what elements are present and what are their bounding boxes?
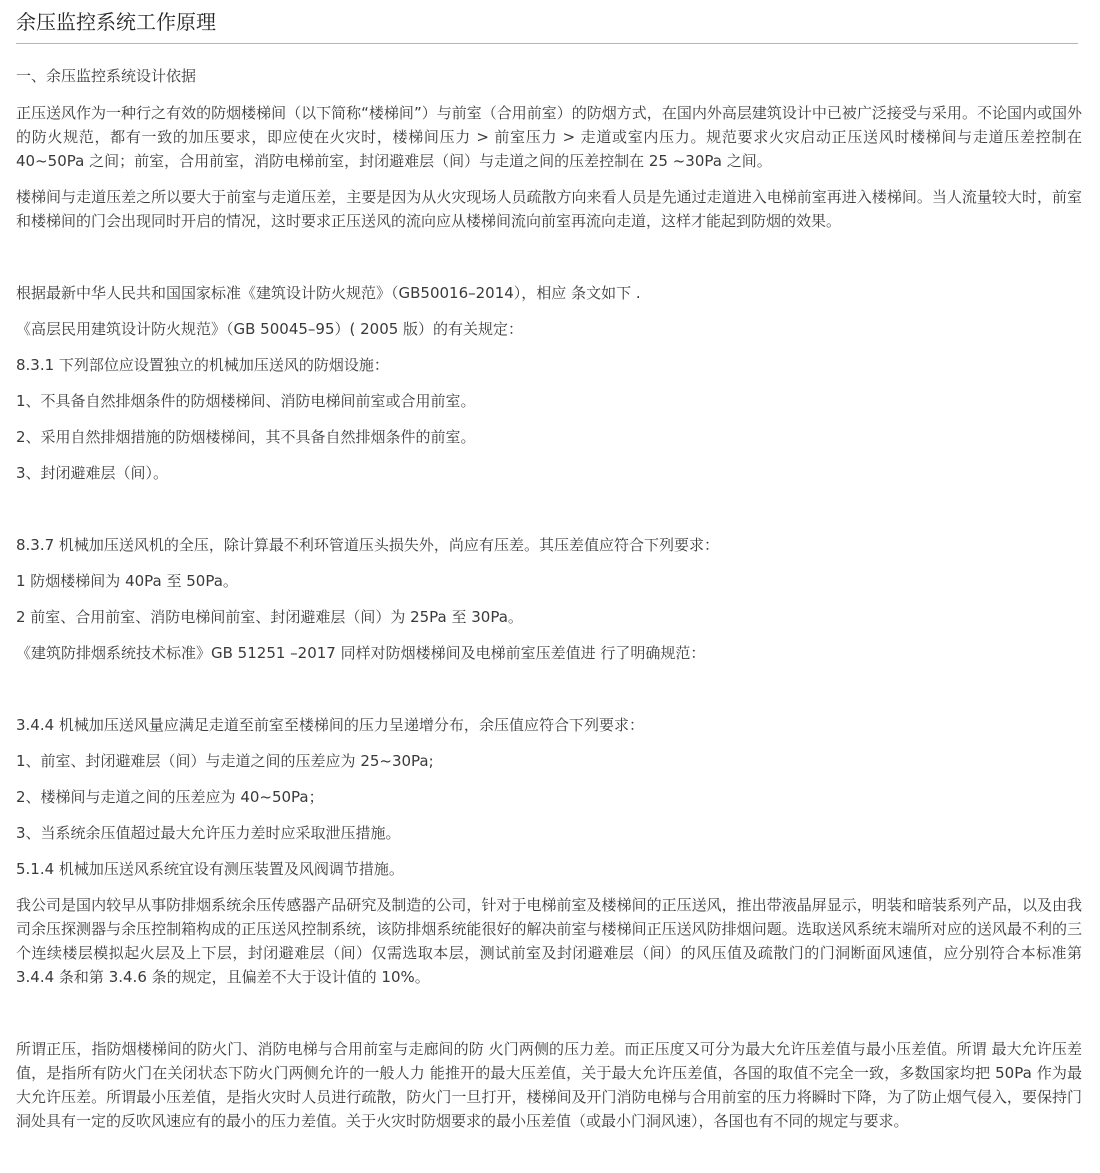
standard-reference-smoke: 《建筑防排烟系统技术标准》GB 51251 –2017 同样对防烟楼梯间及电梯前室压差值进 行了明确规范： (16, 644, 706, 662)
standard-reference: 根据最新中华人民共和国国家标准《建筑设计防火规范》（GB50016–2014），相应 条文如下 . (16, 284, 641, 302)
title-divider (16, 43, 1078, 44)
clause-item: 1、前室、封闭避难层（间）与走道之间的压差应为 25~30Pa; (16, 752, 434, 770)
clause-item: 3、封闭避难层（间）。 (16, 464, 169, 482)
page-title: 余压监控系统工作原理 (16, 10, 216, 34)
clause-item: 3、当系统余压值超过最大允许压力差时应采取泄压措施。 (16, 824, 401, 842)
clause-item: 2、采用自然排烟措施的防烟楼梯间，其不具备自然排烟条件的前室。 (16, 428, 476, 446)
clause-item: 1、不具备自然排烟条件的防烟楼梯间、消防电梯间前室或合用前室。 (16, 392, 476, 410)
clause-item: 1 防烟楼梯间为 40Pa 至 50Pa。 (16, 572, 238, 590)
clause-8-3-7: 8.3.7 机械加压送风机的全压，除计算最不利环管道压头损失外，尚应有压差。其压差值应符合下列要求： (16, 536, 719, 554)
clause-8-3-1: 8.3.1 下列部位应设置独立的机械加压送风的防烟设施： (16, 356, 389, 374)
article-body (16, 64, 1082, 1133)
clause-5-1-4: 5.1.4 机械加压送风系统宜设有测压装置及风阀调节措施。 (16, 860, 404, 878)
paragraph-pressure-reason: 楼梯间与走道压差之所以要大于前室与走道压差，主要是因为从火灾现场人员疏散方向来看人员是先通过走道进入电梯前室再进入楼梯间。当人流量较大时，前室和楼梯间的门会出现同时开启的情况，这时要求正压送风的流向应从楼梯间流向前室再流向走道，这样才能起到防烟的效果。 (16, 188, 1082, 230)
paragraph-company: 我公司是国内较早从事防排烟系统余压传感器产品研究及制造的公司，针对于电梯前室及楼梯间的正压送风，推出带液晶屏显示，明装和暗装系列产品，以及由我司余压探测器与余压控制箱构成的正压送风控制系统，该防排烟系统能很好的解决前室与楼梯间正压送风防排烟问题。选取送风系统末端所对应的送风最不利的三个连续楼层模拟起火层及上下层，封闭避难层（间）仅需选取本层，测试前室及封闭避难层（间）的风压值及疏散门的门洞断面风速值，应分别符合本标准第 3.4.4 条和第 3.4.6 条的规定，且偏差不大于设计值的 10%。 (16, 896, 1082, 986)
paragraph-positive-pressure: 所谓正压，指防烟楼梯间的防火门、消防电梯与合用前室与走廊间的防 火门两侧的压力差。而正压度又可分为最大允许压差值与最小压差值。所谓 最大允许压差值，是指所有防火门在关闭状态下防火门两侧允许的一般人力 能推开的最大压差值，关于最大允许压差值，各国的取值不完全一致，多数国家均把 50Pa 作为最大允许压差。所谓最小压差值，是指火灾时人员进行疏散，防火门一旦打开，楼梯间及开门消防电梯与合用前室的压力将瞬时下降，为了防止烟气侵入，要保持门洞处具有一定的反吹风速应有的最小的压力差值。关于火灾时防烟要求的最小压差值（或最小门洞风速），各国也有不同的规定与要求。 (16, 1040, 1082, 1130)
paragraph-intro: 正压送风作为一种行之有效的防烟楼梯间（以下简称“楼梯间”）与前室（合用前室）的防烟方式，在国内外高层建筑设计中已被广泛接受与采用。不论国内或国外的防火规范，都有一致的加压要求，即应使在火灾时，楼梯间压力 > 前室压力 > 走道或室内压力。规范要求火灾启动正压送风时楼梯间与走道压差控制在 40~50Pa 之间；前室，合用前室，消防电梯前室，封闭避难层（间）与走道之间的压差控制在 25 ~30Pa 之间。 (16, 104, 1082, 170)
clause-item: 2 前室、合用前室、消防电梯间前室、封闭避难层（间）为 25Pa 至 30Pa。 (16, 608, 523, 626)
clause-item: 2、楼梯间与走道之间的压差应为 40~50Pa； (16, 788, 324, 806)
section-heading: 一、余压监控系统设计依据 (16, 67, 197, 85)
clause-3-4-4: 3.4.4 机械加压送风量应满足走道至前室至楼梯间的压力呈递增分布，余压值应符合下列要求： (16, 716, 644, 734)
standard-reference-highrise: 《高层民用建筑设计防火规范》（GB 50045–95）( 2005 版）的有关规定： (16, 320, 524, 338)
